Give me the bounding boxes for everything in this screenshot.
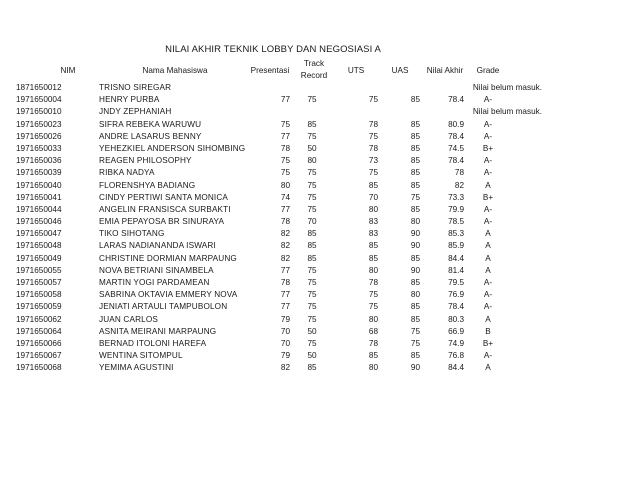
cell-nama: SABRINA OKTAVIA EMMERY NOVA — [99, 290, 238, 300]
cell-uas: 85 — [410, 143, 420, 153]
cell-uts: 85 — [368, 180, 378, 190]
cell-grade: A- — [483, 278, 493, 287]
cell-presentasi: 77 — [280, 204, 290, 214]
cell-nilai-akhir: 85.9 — [448, 241, 464, 251]
cell-uas: 85 — [410, 253, 420, 263]
cell-nim: 1971650058 — [16, 290, 62, 300]
cell-grade: A — [485, 363, 491, 373]
cell-grade: A — [485, 241, 491, 251]
table-row — [0, 338, 621, 350]
cell-track-record: 75 — [307, 204, 317, 214]
cell-nim: 1971650049 — [16, 253, 62, 263]
cell-nilai-akhir: 84.4 — [448, 253, 464, 263]
cell-grade: A- — [483, 95, 493, 105]
header-nim: NIM — [60, 66, 76, 75]
cell-uts: 78 — [368, 119, 378, 129]
cell-presentasi: 70 — [280, 326, 290, 336]
cell-nilai-akhir: 74.5 — [448, 143, 464, 153]
cell-track-record: 75 — [307, 290, 317, 300]
cell-grade: A — [485, 253, 491, 263]
table-row — [0, 180, 621, 192]
cell-presentasi: 79 — [280, 314, 290, 324]
cell-grade: A — [485, 265, 491, 275]
cell-nilai-akhir: 80.9 — [448, 119, 464, 129]
cell-nim: 1971650059 — [16, 302, 62, 312]
cell-uas: 90 — [410, 229, 420, 239]
cell-nilai-akhir: 66.9 — [448, 326, 464, 336]
cell-nim: 1971650044 — [16, 204, 62, 214]
cell-nim: 1971650055 — [16, 265, 62, 275]
cell-track-record: 85 — [307, 253, 317, 263]
header-track: Track — [303, 59, 325, 68]
cell-track-record: 75 — [307, 168, 317, 178]
cell-uts: 75 — [368, 302, 378, 312]
table-row — [0, 265, 621, 277]
cell-nama: LARAS NADIANANDA ISWARI — [99, 241, 216, 251]
header-uts: UTS — [347, 66, 365, 75]
cell-nim: 1971650062 — [16, 314, 62, 324]
cell-nama: TRISNO SIREGAR — [99, 83, 172, 92]
cell-uas: 90 — [410, 241, 420, 251]
cell-nama: TIKO SIHOTANG — [99, 229, 165, 239]
cell-nama: REAGEN PHILOSOPHY — [99, 156, 192, 166]
cell-uts: 85 — [368, 241, 378, 251]
cell-track-record: 75 — [307, 278, 317, 287]
cell-nim: 1971650046 — [16, 217, 62, 227]
table-row — [0, 301, 621, 313]
cell-uas: 85 — [410, 314, 420, 324]
cell-track-record: 75 — [307, 314, 317, 324]
cell-note: Nilai belum masuk. — [472, 107, 542, 117]
cell-nama: JUAN CARLOS — [99, 314, 158, 324]
cell-nama: NOVA BETRIANI SINAMBELA — [99, 265, 214, 275]
cell-nim: 1971650068 — [16, 363, 62, 373]
cell-presentasi: 77 — [280, 95, 290, 105]
cell-track-record: 75 — [307, 180, 317, 190]
cell-nim: 1971650048 — [16, 241, 62, 251]
cell-track-record: 75 — [307, 265, 317, 275]
cell-nama: RIBKA NADYA — [99, 168, 155, 178]
cell-track-record: 85 — [307, 119, 317, 129]
header-nilai-akhir: Nilai Akhir — [426, 66, 464, 75]
table-row — [0, 155, 621, 167]
cell-grade: A — [485, 180, 491, 190]
cell-grade: B+ — [482, 338, 494, 348]
cell-track-record: 50 — [307, 351, 317, 361]
cell-uts: 80 — [368, 314, 378, 324]
cell-nama: ANDRE LASARUS BENNY — [99, 131, 202, 141]
cell-nama: CINDY PERTIWI SANTA MONICA — [99, 192, 229, 202]
cell-track-record: 75 — [307, 131, 317, 141]
table-row — [0, 228, 621, 240]
header-presentasi: Presentasi — [250, 66, 290, 75]
cell-grade: A- — [483, 302, 493, 312]
cell-presentasi: 77 — [280, 290, 290, 300]
header-track-record — [292, 58, 336, 82]
cell-grade: A- — [483, 204, 493, 214]
cell-presentasi: 77 — [280, 265, 290, 275]
cell-nilai-akhir: 82 — [454, 180, 464, 190]
cell-grade: A- — [483, 290, 493, 300]
cell-track-record: 75 — [307, 302, 317, 312]
cell-uas: 85 — [410, 156, 420, 166]
table-row — [0, 240, 621, 252]
sheet-title — [0, 44, 548, 55]
cell-uas: 75 — [410, 326, 420, 336]
cell-uts: 83 — [368, 229, 378, 239]
table-row — [0, 94, 621, 106]
cell-uts: 75 — [368, 168, 378, 178]
cell-presentasi: 82 — [280, 241, 290, 251]
cell-presentasi: 82 — [280, 229, 290, 239]
table-row — [0, 289, 621, 301]
cell-uts: 75 — [368, 290, 378, 300]
cell-nilai-akhir: 80.3 — [448, 314, 464, 324]
cell-uts: 78 — [368, 278, 378, 287]
cell-nama: ASNITA MEIRANI MARPAUNG — [99, 326, 217, 336]
cell-uts: 78 — [368, 143, 378, 153]
cell-note: Nilai belum masuk. — [472, 83, 542, 92]
cell-nama: EMIA PEPAYOSA BR SINURAYA — [99, 217, 225, 227]
cell-track-record: 50 — [307, 326, 317, 336]
cell-grade: A- — [483, 217, 493, 227]
cell-grade: A — [485, 229, 491, 239]
cell-uas: 85 — [410, 168, 420, 178]
cell-grade: B+ — [482, 192, 494, 202]
cell-grade: B+ — [482, 143, 494, 153]
cell-nama: BERNAD ITOLONI HAREFA — [99, 338, 207, 348]
table-row — [0, 204, 621, 216]
cell-nilai-akhir: 78 — [454, 168, 464, 178]
cell-presentasi: 75 — [280, 168, 290, 178]
cell-uas: 85 — [410, 131, 420, 141]
cell-grade: A- — [483, 156, 493, 166]
table-row — [0, 119, 621, 131]
table-body — [0, 82, 621, 375]
cell-nilai-akhir: 79.5 — [448, 278, 464, 287]
cell-presentasi: 78 — [280, 217, 290, 227]
cell-nim: 1971650033 — [16, 143, 62, 153]
cell-nim: 1971650047 — [16, 229, 62, 239]
cell-nilai-akhir: 76.8 — [448, 351, 464, 361]
cell-nim: 1971650023 — [16, 119, 62, 129]
cell-track-record: 80 — [307, 156, 317, 166]
cell-uts: 80 — [368, 204, 378, 214]
cell-uas: 85 — [410, 119, 420, 129]
header-grade: Grade — [476, 66, 500, 75]
cell-uas: 80 — [410, 217, 420, 227]
cell-uas: 85 — [410, 351, 420, 361]
table-row — [0, 350, 621, 362]
cell-nim: 1971650057 — [16, 278, 62, 287]
cell-grade: A- — [483, 131, 493, 141]
cell-track-record: 85 — [307, 229, 317, 239]
cell-uts: 83 — [368, 217, 378, 227]
cell-presentasi: 70 — [280, 338, 290, 348]
cell-uts: 85 — [368, 253, 378, 263]
cell-nilai-akhir: 78.4 — [448, 302, 464, 312]
cell-presentasi: 82 — [280, 363, 290, 373]
table-row — [0, 362, 621, 374]
cell-nama: FLORENSHYA BADIANG — [99, 180, 196, 190]
cell-nilai-akhir: 78.5 — [448, 217, 464, 227]
cell-presentasi: 77 — [280, 131, 290, 141]
cell-nim: 1971650066 — [16, 338, 62, 348]
cell-nim: 1971650036 — [16, 156, 62, 166]
cell-nim: 1971650026 — [16, 131, 62, 141]
sheet-title-text: NILAI AKHIR TEKNIK LOBBY DAN NEGOSIASI A — [165, 44, 381, 55]
header-uas: UAS — [391, 66, 409, 75]
cell-presentasi: 77 — [280, 302, 290, 312]
cell-uts: 70 — [368, 192, 378, 202]
cell-presentasi: 78 — [280, 143, 290, 153]
cell-nim: 1971650040 — [16, 180, 62, 190]
cell-presentasi: 74 — [280, 192, 290, 202]
cell-uas: 85 — [410, 95, 420, 105]
cell-grade: A — [485, 314, 491, 324]
table-row — [0, 106, 621, 118]
cell-uts: 80 — [368, 265, 378, 275]
cell-grade: A- — [483, 119, 493, 129]
cell-grade: A- — [483, 168, 493, 178]
cell-nim: 1971650041 — [16, 192, 62, 202]
cell-nilai-akhir: 79.9 — [448, 204, 464, 214]
table-row — [0, 253, 621, 265]
cell-nama: JNDY ZEPHANIAH — [99, 107, 172, 117]
cell-nim: 1971650010 — [16, 107, 62, 117]
cell-nilai-akhir: 84.4 — [448, 363, 464, 373]
cell-nama: YEHEZKIEL ANDERSON SIHOMBING — [99, 143, 246, 153]
cell-nim: 1971650067 — [16, 351, 62, 361]
cell-presentasi: 82 — [280, 253, 290, 263]
cell-uas: 85 — [410, 278, 420, 287]
cell-nilai-akhir: 73.3 — [448, 192, 464, 202]
cell-uts: 75 — [368, 95, 378, 105]
cell-nilai-akhir: 78.4 — [448, 131, 464, 141]
cell-nilai-akhir: 81.4 — [448, 265, 464, 275]
cell-nim: 1971650004 — [16, 95, 62, 105]
cell-nama: HENRY PURBA — [99, 95, 160, 105]
cell-nama: MARTIN YOGI PARDAMEAN — [99, 278, 210, 287]
cell-nim: 1971650039 — [16, 168, 62, 178]
cell-uas: 85 — [410, 302, 420, 312]
cell-nama: SIFRA REBEKA WARUWU — [99, 119, 202, 129]
cell-uas: 90 — [410, 363, 420, 373]
cell-presentasi: 79 — [280, 351, 290, 361]
cell-nama: ANGELIN FRANSISCA SURBAKTI — [99, 204, 231, 214]
table-row — [0, 326, 621, 338]
cell-uts: 73 — [368, 156, 378, 166]
cell-track-record: 85 — [307, 363, 317, 373]
cell-nama: WENTINA SITOMPUL — [99, 351, 183, 361]
cell-uts: 75 — [368, 131, 378, 141]
cell-uts: 68 — [368, 326, 378, 336]
cell-track-record: 50 — [307, 143, 317, 153]
cell-nama: YEMIMA AGUSTINI — [99, 363, 174, 373]
cell-uas: 85 — [410, 180, 420, 190]
cell-nama: JENIATI ARTAULI TAMPUBOLON — [99, 302, 228, 312]
cell-track-record: 75 — [307, 192, 317, 202]
table-row — [0, 143, 621, 155]
cell-uas: 75 — [410, 192, 420, 202]
cell-track-record: 85 — [307, 241, 317, 251]
table-row — [0, 192, 621, 204]
cell-nama: CHRISTINE DORMIAN MARPAUNG — [99, 253, 237, 263]
cell-nim: 1971650064 — [16, 326, 62, 336]
header-nama: Nama Mahasiswa — [142, 66, 208, 75]
cell-presentasi: 75 — [280, 156, 290, 166]
cell-uas: 85 — [410, 204, 420, 214]
table-row — [0, 131, 621, 143]
table-row — [0, 216, 621, 228]
cell-uas: 90 — [410, 265, 420, 275]
cell-track-record: 75 — [307, 338, 317, 348]
cell-nilai-akhir: 78.4 — [448, 156, 464, 166]
cell-uts: 80 — [368, 363, 378, 373]
cell-track-record: 70 — [307, 217, 317, 227]
cell-presentasi: 78 — [280, 278, 290, 287]
header-record: Record — [300, 71, 328, 80]
cell-uts: 85 — [368, 351, 378, 361]
table-row — [0, 277, 621, 289]
cell-nilai-akhir: 78.4 — [448, 95, 464, 105]
cell-nilai-akhir: 74.9 — [448, 338, 464, 348]
table-header — [0, 56, 621, 84]
cell-presentasi: 80 — [280, 180, 290, 190]
cell-uas: 75 — [410, 338, 420, 348]
table-row — [0, 314, 621, 326]
cell-nim: 1871650012 — [16, 83, 62, 92]
cell-grade: B — [485, 326, 491, 336]
cell-presentasi: 75 — [280, 119, 290, 129]
cell-uts: 78 — [368, 338, 378, 348]
cell-uas: 80 — [410, 290, 420, 300]
cell-nilai-akhir: 85.3 — [448, 229, 464, 239]
cell-grade: A- — [483, 351, 493, 361]
cell-nilai-akhir: 76.9 — [448, 290, 464, 300]
table-row — [0, 167, 621, 179]
table-row — [0, 82, 621, 94]
cell-track-record: 75 — [307, 95, 317, 105]
